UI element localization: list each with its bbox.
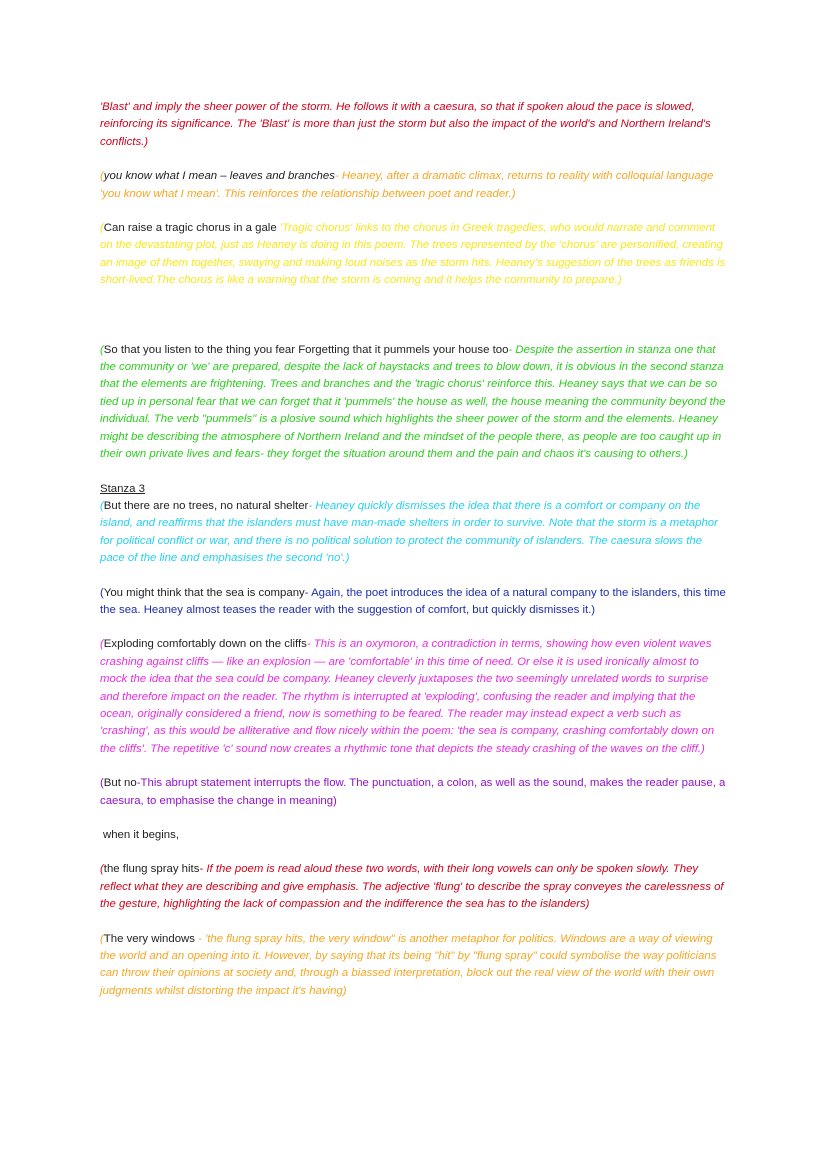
- analysis-text: - Despite the assertion in stanza one that the community or 'we' are prepared, despite the lack of haystacks and trees to blow down, it is obvious in the second stanza that the elements are frightening. Trees and branches and the 'tragic chorus' reinforce this. Heaney says that we can be so tied up in personal fear that we can forget that it 'pummels' the house as well, the house meaning the community beyond the individual. The verb "pummels" is a plosive sound which highlights the sheer power of the storm and the elements. Heaney might be describing the atmosphere of Northern Ireland and the mindset of the people there, as people are too caught up in their own private lives and fears- they forget the situation around them and the pain and chaos it's causing to others.): [100, 343, 726, 461]
- analysis-text: 'Blast' and imply the sheer power of the storm. He follows it with a caesura, so that if spoken aloud the pace is slowed, reinforcing its significance. The 'Blast' is more than just the storm but also the impact of the world's and Northern Ireland's conflicts.): [100, 101, 711, 148]
- poem-quote: The very windows: [103, 932, 195, 945]
- paragraph-no-trees: [100, 498, 728, 568]
- analysis-text: -This abrupt statement interrupts the flow. The punctuation, a colon, as well as the sound, makes the reader pause, a caesura, to emphasise the change in meaning): [100, 777, 726, 807]
- bracket: (: [100, 863, 104, 876]
- analysis-text: - Heaney quickly dismisses the idea that there is a comfort or company on the island, and reaffirms that the islanders must have man-made shelters in order to survive. Note that the storm is a metaphor for political conflict or war, and there is no political solution to protect the community of islanders. The caesura slows the pace of the line and emphasises the second 'no'.): [100, 499, 718, 565]
- bracket: (: [100, 343, 104, 356]
- analysis-text: - 'the flung spray hits, the very window" is another metaphor for politics. Windows are a way of viewing the world and an opening into it. However, by saying that its being "hit" by "flung spray" could symbolise the way politicians can throw their opinions at society and, through a biassed interpretation, block out the real view of the world with their own judgments whilst distorting the impact it's having): [100, 932, 717, 997]
- analysis-text: - If the poem is read aloud these two words, with their long vowels can only be spoken slowly. They reflect what they are describing and give emphasis. The adjective 'flung' to describe the spray conveyes the carelessness of the gesture, highlighting the lack of compassion and the indifference the sea has to the islanders): [100, 863, 724, 911]
- analysis-text: - This is an oxymoron, a contradiction in terms, showing how even violent waves crashing against cliffs — like an explosion — are 'comfortable' in this time of need. Or else it is used ironically almost to mock the idea that the sea could be company. Heaney cleverly juxtaposes the two seemingly unrelated words to surprise and therefore impact on the reader. The rhythm is interrupted at 'exploding', confusing the reader and implying that the ocean, originally considered a friend, now is something to be feared. The reader may instead expect a verb such as 'crashing', as this would be alliterative and flow nicely within the poem: 'the sea is company, crashing comfortably down on the cliffs'. The repetitive 'c' sound now creates a rhythmic tone that depicts the steady crashing of the waves on the cliff.): [100, 638, 715, 755]
- bracket: (: [100, 170, 104, 183]
- paragraph-listen: [100, 342, 728, 464]
- poem-quote: But no: [103, 777, 137, 790]
- bracket: (: [100, 499, 104, 512]
- paragraph-spray: [100, 861, 728, 913]
- paragraph-you-know: [100, 168, 728, 203]
- bracket: (: [100, 222, 104, 235]
- bracket: (: [100, 586, 104, 599]
- poem-quote: Exploding comfortably down on the cliffs: [103, 638, 307, 651]
- analysis-text: 'Tragic chorus' links to the chorus in Greek tragedies, who would narrate and comment on the devastating plot, just as Heaney is doing in this poem. The trees represented by the 'chorus' are personified, creating an image of them together, swaying and making loud noises as the storm hits. Heaney's suggestion of the trees as friends is short-lived.The chorus is like a warning that the storm is coming and it helps the community to prepare.): [100, 222, 726, 287]
- bracket: (: [100, 777, 104, 790]
- when-it-begins-line: when it begins,: [103, 829, 179, 841]
- bracket: (: [100, 932, 104, 945]
- poem-quote: the flung spray hits: [103, 863, 200, 876]
- poem-quote: So that you listen to the thing you fear Forgetting that it pummels your house too: [103, 343, 509, 356]
- paragraph-exploding: [100, 636, 728, 758]
- paragraph-windows: [100, 931, 728, 1001]
- paragraph-but-no: [100, 775, 728, 810]
- stanza-heading: Stanza 3: [100, 482, 145, 495]
- poem-quote: you know what I mean – leaves and branches: [103, 170, 335, 183]
- poem-quote: You might think that the sea is company: [103, 586, 305, 599]
- paragraph-blast: [100, 99, 728, 151]
- bracket: (: [100, 638, 104, 651]
- paragraph-sea-company: [100, 585, 728, 620]
- analysis-text: - Again, the poet introduces the idea of a natural company to the islanders, this time the sea. Heaney almost teases the reader with the suggestion of comfort, but quickly dismisses it.): [100, 586, 726, 616]
- analysis-text: - Heaney, after a dramatic climax, returns to reality with colloquial language 'you know what I mean'. This reinforces the relationship between poet and reader.): [100, 170, 714, 200]
- poem-quote: But there are no trees, no natural shelter: [103, 499, 309, 512]
- poem-quote: Can raise a tragic chorus in a gale: [103, 222, 277, 235]
- paragraph-tragic-chorus: [100, 220, 728, 290]
